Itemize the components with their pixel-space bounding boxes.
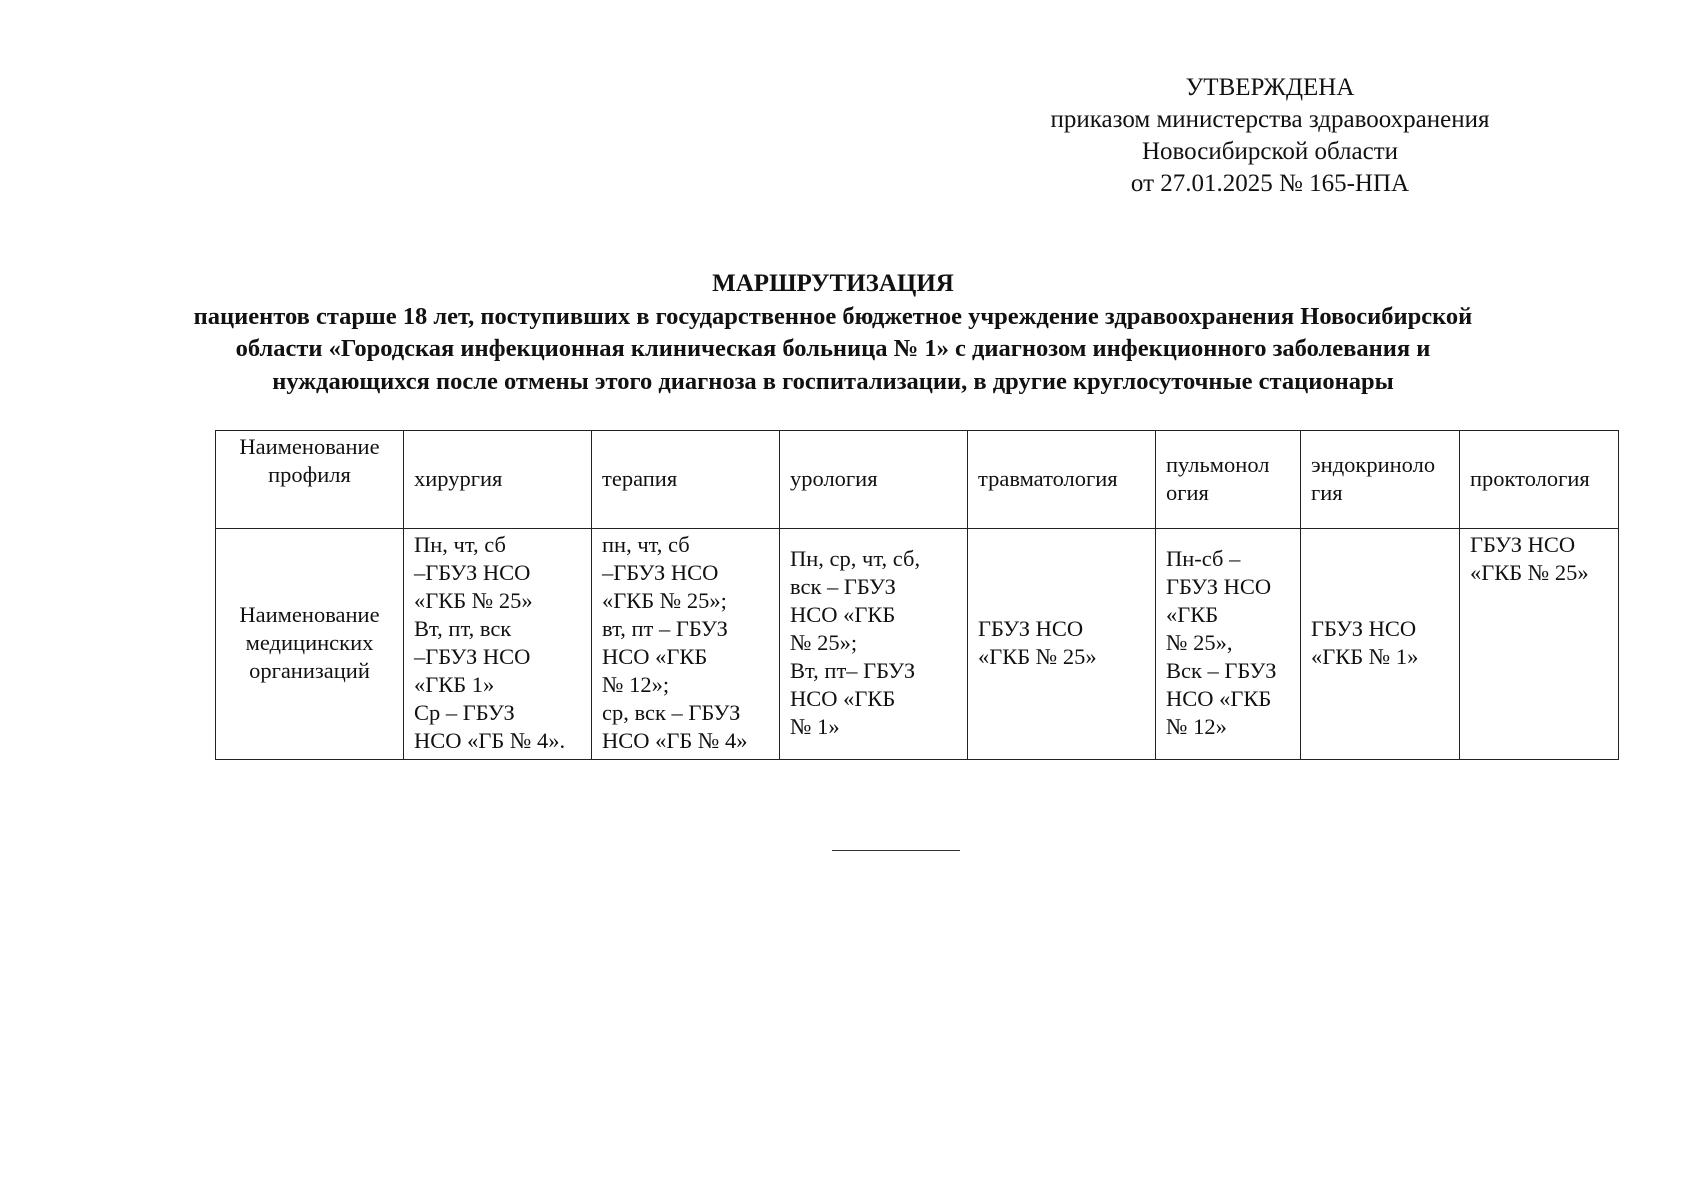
cell-text-line: № 12» xyxy=(1166,714,1227,739)
column-header-surgery xyxy=(404,431,592,529)
cell-text-line: Вт, пт– ГБУЗ xyxy=(790,658,916,683)
cell-text-line: № 25»; xyxy=(790,630,858,655)
cell-text-line: НСО «ГКБ xyxy=(790,602,896,627)
cell-text-line: вск – ГБУЗ xyxy=(790,574,896,599)
cell-text-line: хирургия xyxy=(414,465,503,491)
table-row xyxy=(216,529,1619,760)
cell-text-line: ср, вск – ГБУЗ xyxy=(602,700,741,725)
cell-text-line: Пн-сб – xyxy=(1166,546,1241,571)
cell-urology xyxy=(780,529,968,760)
cell-text-line: Наименование xyxy=(239,434,380,459)
cell-text-line: «ГКБ xyxy=(1166,602,1219,627)
cell-text-line: НСО «ГКБ xyxy=(1166,686,1272,711)
cell-text-line: –ГБУЗ НСО xyxy=(414,560,531,585)
column-header-endocrinology xyxy=(1301,431,1460,529)
approval-line-3: Новосибирской области xyxy=(1141,138,1399,165)
cell-text-line: № 1» xyxy=(790,714,840,739)
cell-text-line: проктология xyxy=(1470,465,1590,491)
column-header-urology xyxy=(780,431,968,529)
document-title xyxy=(120,268,1546,398)
approval-stamp xyxy=(980,72,1560,200)
cell-text-line: Наименование xyxy=(239,602,380,627)
cell-text-line: урология xyxy=(790,465,878,491)
cell-text-line: –ГБУЗ НСО xyxy=(602,560,719,585)
cell-text-line: «ГКБ № 25» xyxy=(1470,560,1589,585)
table-header-row xyxy=(216,431,1619,529)
cell-text-line: ГБУЗ НСО xyxy=(1470,532,1576,557)
footer-divider xyxy=(832,850,960,851)
cell-text-line: «ГКБ № 1» xyxy=(1311,644,1419,669)
cell-text-line: эндокриноло xyxy=(1311,451,1436,477)
cell-text-line: «ГКБ № 25» xyxy=(414,588,533,613)
title-subtitle-line-1: пациентов старше 18 лет, поступивших в государственное бюджетное учреждение здравоохранения Новосибирской xyxy=(193,302,1473,330)
approval-line-1: УТВЕРЖДЕНА xyxy=(1185,74,1355,101)
cell-text-line: Пн, ср, чт, сб, xyxy=(790,546,921,571)
cell-text-line: пн, чт, сб xyxy=(602,532,690,557)
cell-text-line: Ср – ГБУЗ xyxy=(414,700,515,725)
cell-therapy xyxy=(592,529,780,760)
column-header-pulmonology xyxy=(1156,431,1301,529)
title-main: МАРШРУТИЗАЦИЯ xyxy=(712,270,954,297)
cell-text-line: организаций xyxy=(249,658,370,683)
cell-text-line: № 12»; xyxy=(602,672,670,697)
cell-text-line: Пн, чт, сб xyxy=(414,532,506,557)
cell-text-line: Вск – ГБУЗ xyxy=(1166,658,1277,683)
cell-traumatology xyxy=(968,529,1156,760)
column-header-therapy xyxy=(592,431,780,529)
cell-text-line: огия xyxy=(1166,479,1209,505)
cell-text-line: ГБУЗ НСО xyxy=(1311,616,1417,641)
approval-line-2: приказом министерства здравоохранения xyxy=(1050,106,1490,133)
cell-text-line: НСО «ГКБ xyxy=(790,686,896,711)
cell-text-line: НСО «ГБ № 4» xyxy=(602,728,748,753)
cell-endocrinology xyxy=(1301,529,1460,760)
cell-text-line: № 25», xyxy=(1166,630,1233,655)
cell-text-line: травматология xyxy=(978,465,1118,491)
cell-text-line: медицинских xyxy=(245,630,374,655)
cell-text-line: «ГКБ 1» xyxy=(414,672,495,697)
cell-proctology xyxy=(1460,529,1619,760)
cell-text-line: –ГБУЗ НСО xyxy=(414,644,531,669)
row-header-cell xyxy=(216,529,404,760)
cell-text-line: терапия xyxy=(602,465,678,491)
cell-text-line: Вт, пт, вск xyxy=(414,616,512,641)
title-subtitle-line-2: области «Городская инфекционная клиническая больница № 1» с диагнозом инфекционного заболевания и xyxy=(235,335,1431,362)
routing-table xyxy=(215,430,1619,760)
cell-text-line: «ГКБ № 25»; xyxy=(602,588,727,613)
approval-line-4: от 27.01.2025 № 165-НПА xyxy=(1130,170,1410,197)
cell-text-line: гия xyxy=(1311,479,1343,505)
corner-header-cell xyxy=(216,431,404,529)
cell-pulmonology xyxy=(1156,529,1301,760)
cell-text-line: «ГКБ № 25» xyxy=(978,644,1097,669)
cell-text-line: НСО «ГБ № 4». xyxy=(414,728,566,753)
cell-surgery xyxy=(404,529,592,760)
column-header-proctology xyxy=(1460,431,1619,529)
cell-text-line: пульмонол xyxy=(1166,451,1270,477)
cell-text-line: НСО «ГКБ xyxy=(602,644,708,669)
column-header-traumatology xyxy=(968,431,1156,529)
cell-text-line: вт, пт – ГБУЗ xyxy=(602,616,728,641)
cell-text-line: ГБУЗ НСО xyxy=(1166,574,1272,599)
cell-text-line: ГБУЗ НСО xyxy=(978,616,1084,641)
title-subtitle-line-3: нуждающихся после отмены этого диагноза в госпитализации, в другие круглосуточные стационары xyxy=(272,367,1394,395)
cell-text-line: профиля xyxy=(268,462,351,487)
